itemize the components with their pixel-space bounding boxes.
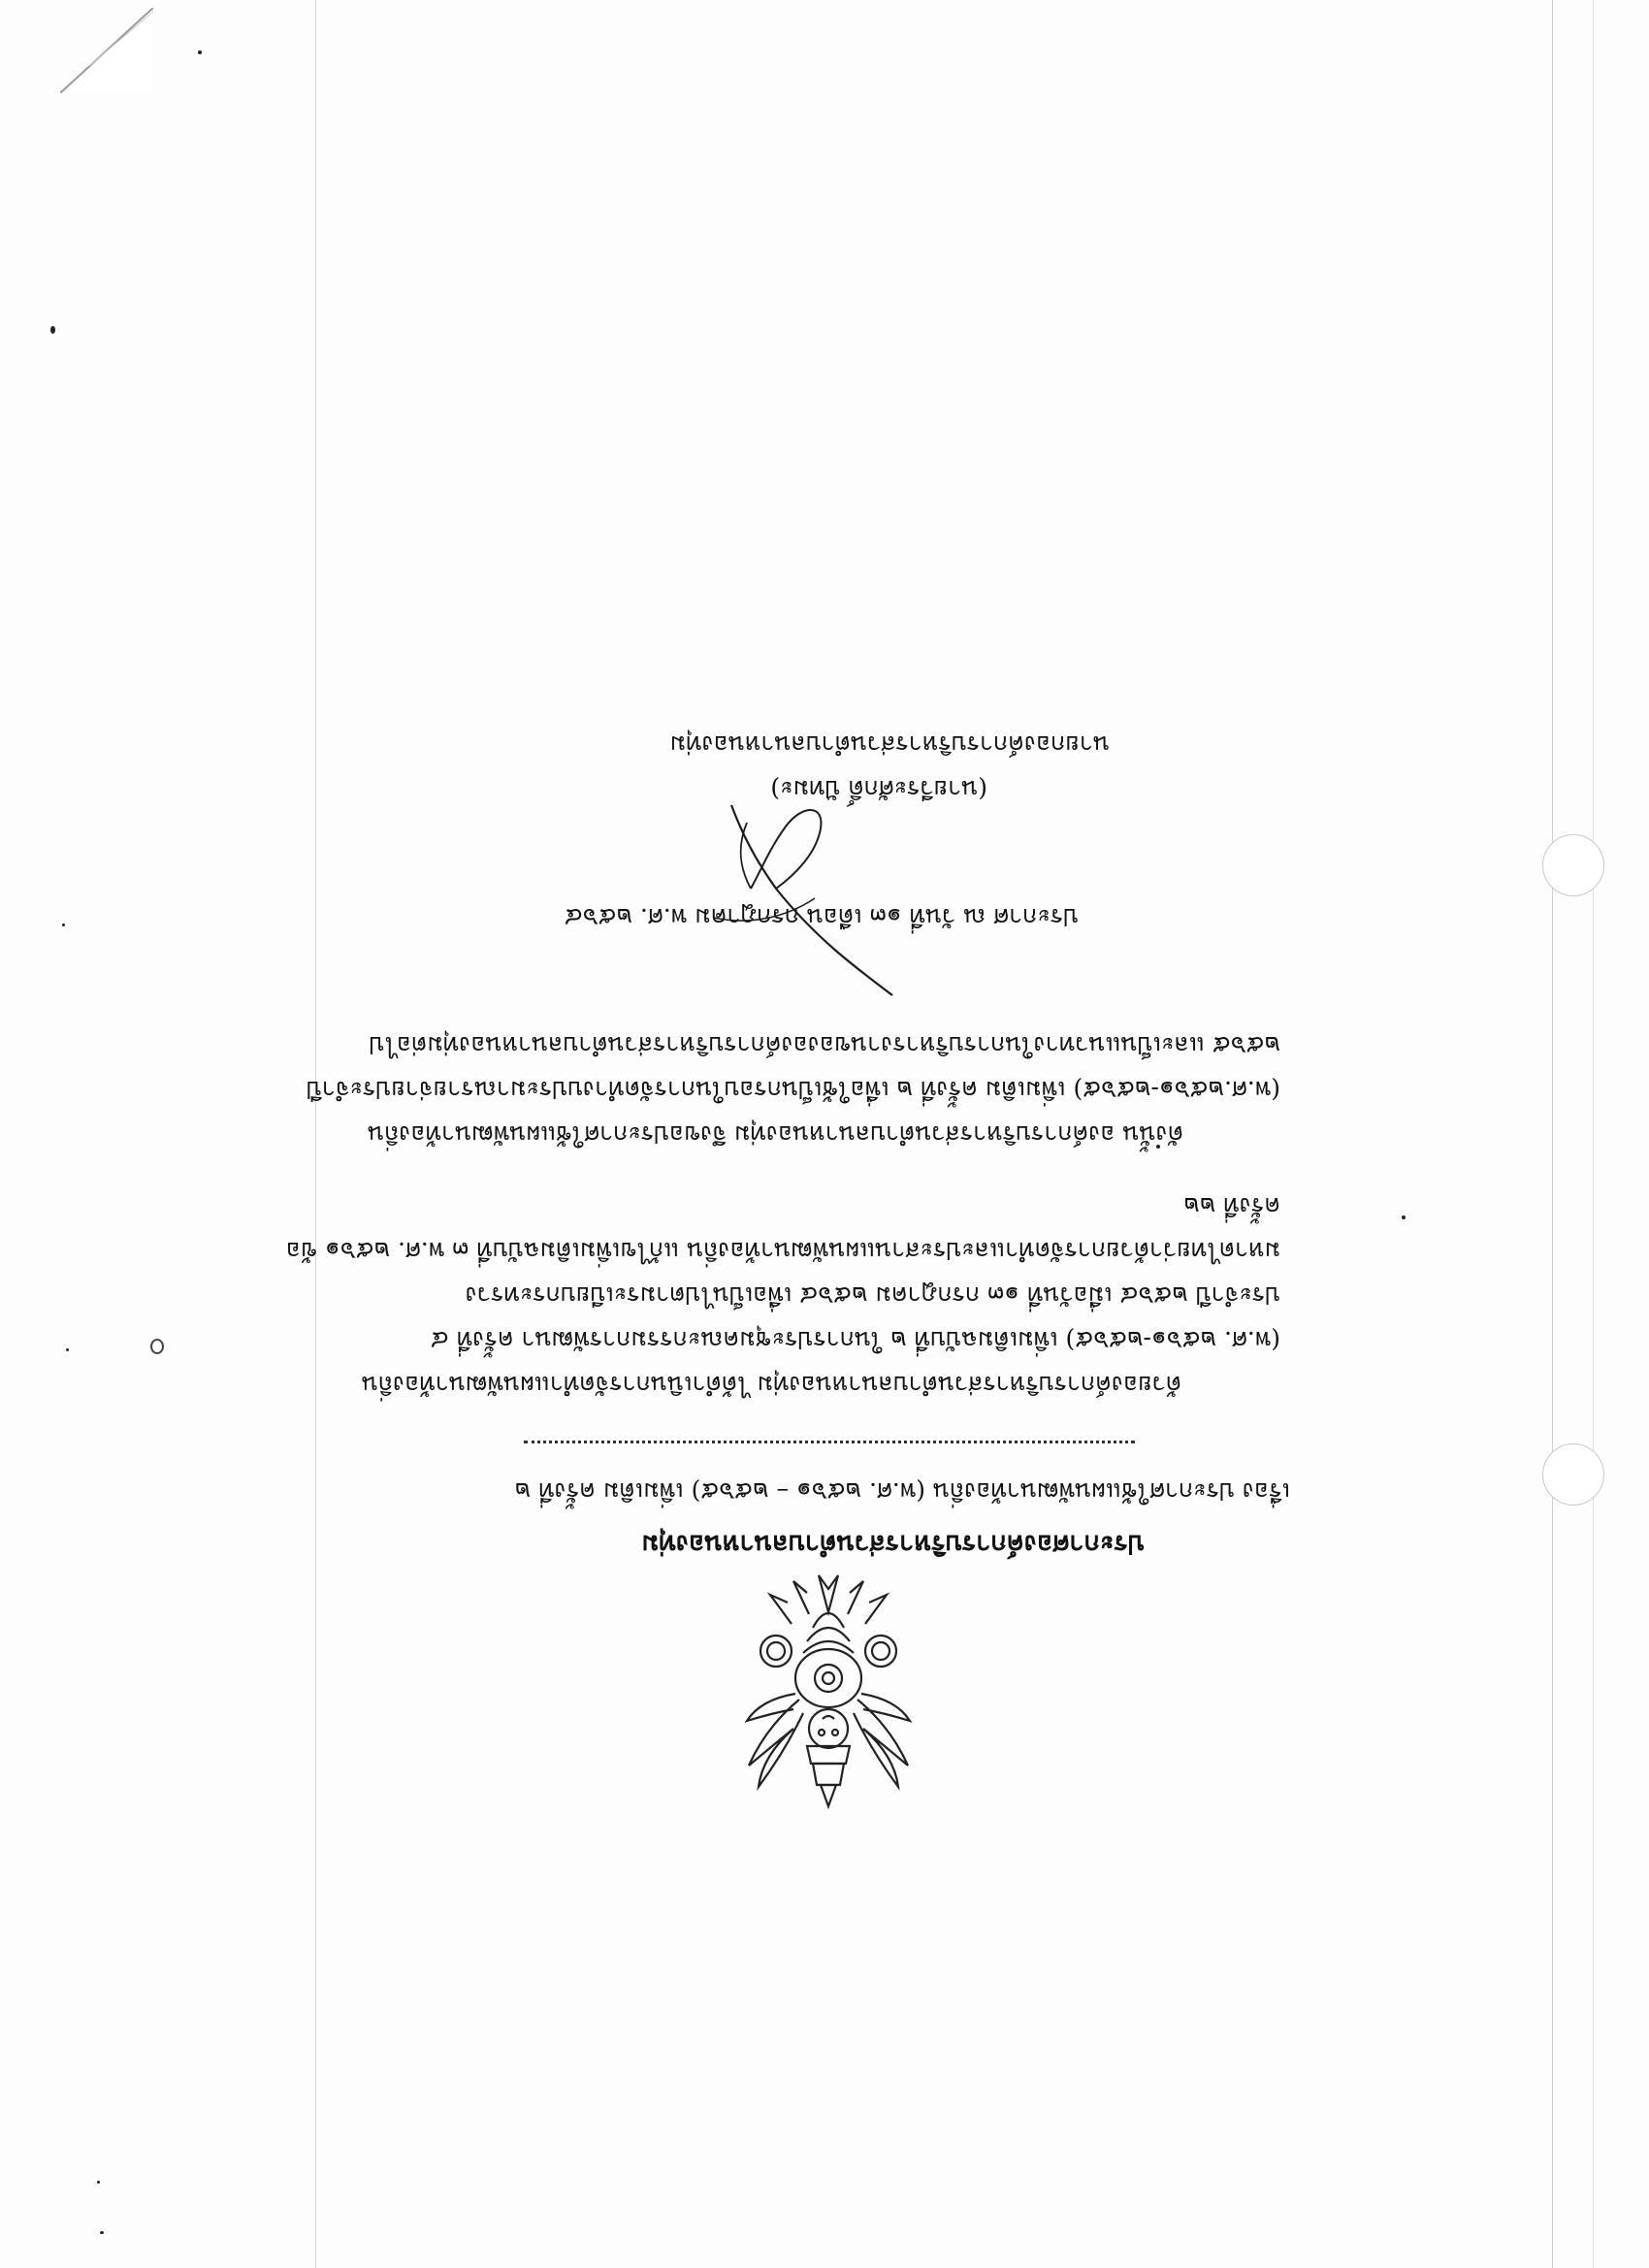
announcement-date: ประกาศ ณ วันที่ ๑๓ เดือน กรกฎาคม พ.ศ. ๒๕๖๔	[564, 903, 1079, 931]
document-title: ประกาศองค์การบริหารส่วนตำบลนาหนองทุ่ม	[641, 1529, 1145, 1559]
garuda-emblem-icon	[743, 1566, 914, 1814]
closing-line: ๒๕๖๕ และเป็นแนวทางในการบริหารงานขององค์การบริหารส่วนตำบลนาหนองทุ่มต่อไป	[369, 1031, 1280, 1059]
body-line: ด้วยองค์การบริหารส่วนตำบลนาหนองทุ่ม ได้ดำเนินการจัดทำแผนพัฒนาท้องถิ่น	[361, 1371, 1181, 1399]
document-subject: เรื่อง ประกาศใช้แผนพัฒนาท้องถิ่น (พ.ศ. ๒๕๖๑ – ๒๕๖๕) เพิ่มเติม ครั้งที่ ๒	[514, 1477, 1290, 1506]
handwritten-signature	[669, 792, 922, 1034]
signer-position: นายกองค์การบริหารส่วนตำบลนาหนองทุ่ม	[669, 730, 1110, 759]
separator-dots	[524, 1441, 1135, 1443]
body-line: ประจำปี ๒๕๖๔ เมื่อวันที่ ๑๓ กรกฎาคม ๒๕๖๔ เพื่อเป็นไปตามระเบียบกระทรวง	[465, 1281, 1280, 1310]
closing-line: ดังนั้น องค์การบริหารส่วนตำบลนาหนองทุ่ม จึงขอประกาศใช้แผนพัฒนาท้องถิ่น	[368, 1120, 1183, 1149]
body-line: (พ.ศ. ๒๕๖๑-๒๕๖๕) เพิ่มเติมฉบับที่ ๒ ในการประชุมคณะกรรมการพัฒนา ครั้งที่ ๔	[430, 1326, 1280, 1354]
body-line: มหาดไทยว่าด้วยการจัดทำและประสานแผนพัฒนาท้องถิ่น แก้ไขเพิ่มเติมฉบับที่ ๓ พ.ศ. ๒๕๖๑ ข้อ	[285, 1237, 1280, 1265]
closing-line: (พ.ศ.๒๕๖๑-๒๕๖๕) เพิ่มเติม ครั้งที่ ๒ เพื่อใช้เป็นกรอบในการจัดทำงบประมาณรายจ่ายประจำปี	[306, 1076, 1280, 1104]
body-line: ครั้งที่ ๒๒	[1183, 1192, 1280, 1220]
signer-name: (นายวีระศักดิ์ ปัทมะ)	[770, 775, 987, 803]
